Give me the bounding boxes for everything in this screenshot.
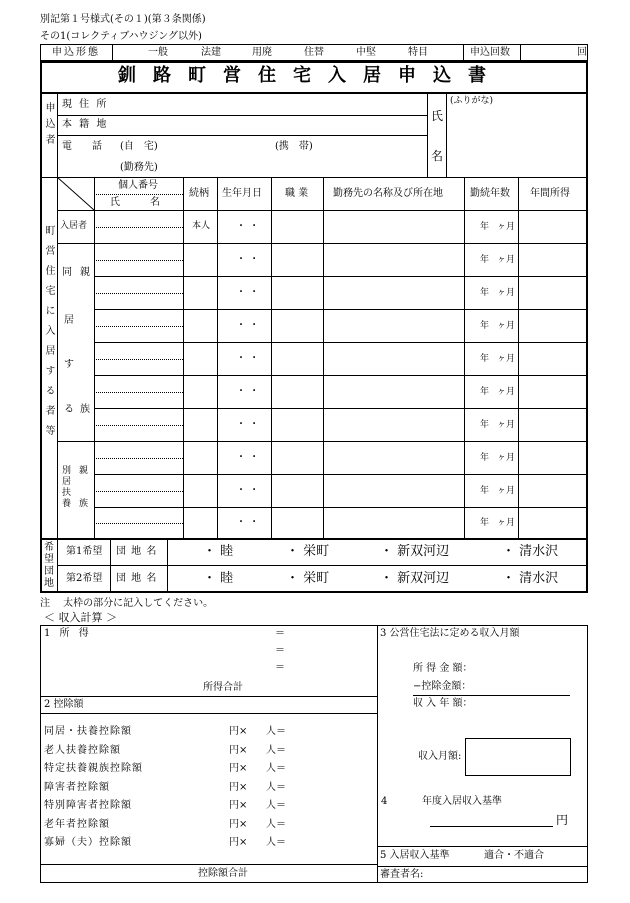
separate-char: 扶 <box>62 488 72 498</box>
phone-label: 電 話 <box>62 141 102 152</box>
wish1-option-shinsougobe[interactable]: ・ 新双河辺 <box>380 544 450 559</box>
income-total-label: 所得合計 <box>203 682 243 693</box>
section2-label: 2 控除額 <box>44 699 84 710</box>
wish1-label: 第1希望 <box>66 546 103 557</box>
phone-home-label: (自 宅) <box>120 141 158 152</box>
deduction-label: 老年者控除額 <box>44 819 110 830</box>
birth-date-dots: ・ ・ <box>236 452 260 463</box>
income-amount-label: 所 得 金 額： <box>413 663 473 674</box>
wish1-option-sakaemachi[interactable]: ・ 栄町 <box>286 544 330 559</box>
resident-name-field[interactable] <box>96 344 181 373</box>
deduction-label: 寡婦（夫）控除額 <box>44 837 132 848</box>
resident-applicant-label: 入居者 <box>60 221 88 231</box>
birth-date-dots: ・ ・ <box>236 287 260 298</box>
furigana-label: (ふりがな) <box>450 96 494 106</box>
months-unit: ヶ月 <box>497 255 516 265</box>
application-count-unit: 回 <box>577 47 587 58</box>
form-number: 別記第１号様式(その１)(第３条関係) <box>40 14 206 25</box>
resident-name-field[interactable] <box>96 212 181 241</box>
relation-header: 続柄 <box>189 188 209 199</box>
years-unit: 年 <box>480 321 490 331</box>
residents-side-label: 町営住宅に入居する者等 <box>43 225 54 445</box>
row-separator <box>94 408 588 409</box>
eq-1: ＝ <box>275 628 285 639</box>
deduction-yen-x: 円× <box>229 800 248 811</box>
eq-2: ＝ <box>275 645 285 656</box>
income-header: 年間所得 <box>530 188 570 199</box>
wish2-estate-label: 団 地 名 <box>116 573 158 584</box>
header-diagonal <box>57 177 94 210</box>
application-count-label: 申込回数 <box>470 47 510 58</box>
wish1-option-shimizusawa[interactable]: ・ 清水沢 <box>502 544 559 559</box>
separate-char: 族 <box>79 499 89 509</box>
resident-name-field[interactable] <box>96 476 181 505</box>
wish2-option-sakaemachi[interactable]: ・ 栄町 <box>286 571 330 586</box>
type-sumikae[interactable]: 住替 <box>304 47 324 58</box>
mynumber-header: 個人番号 <box>118 180 158 191</box>
row-separator <box>94 375 588 376</box>
section1-label: 1 所 得 <box>44 628 92 639</box>
applicant-side-label: 申込者 <box>43 102 54 150</box>
years-unit: 年 <box>480 518 490 528</box>
monthly-income-field[interactable] <box>465 738 571 776</box>
deduction-person-eq: 人＝ <box>266 782 286 793</box>
type-houken[interactable]: 法建 <box>201 47 221 58</box>
section4-label: 4 <box>381 796 388 807</box>
resident-name-field[interactable] <box>96 245 181 274</box>
deduction-yen-x: 円× <box>229 763 248 774</box>
wish1-estate-label: 団 地 名 <box>116 546 158 557</box>
row-separator <box>94 441 588 442</box>
months-unit: ヶ月 <box>497 321 516 331</box>
deduction-label: 特別障害者控除額 <box>44 800 132 811</box>
birth-date-dots: ・ ・ <box>236 485 260 496</box>
deduction-yen-x: 円× <box>229 726 248 737</box>
application-type-label: 申込形態 <box>52 47 100 58</box>
deduction-label: 老人扶養控除額 <box>44 745 121 756</box>
months-unit: ヶ月 <box>497 288 516 298</box>
address-label: 現 住 所 <box>62 99 109 110</box>
years-unit: 年 <box>480 222 490 232</box>
domicile-label: 本 籍 地 <box>62 119 109 130</box>
resident-name-field[interactable] <box>96 509 181 536</box>
years-unit: 年 <box>480 255 490 265</box>
note: 注 太枠の部分に記入してください。 <box>40 598 214 609</box>
monthly-income-label: 収入月額: <box>418 751 462 762</box>
months-unit: ヶ月 <box>497 453 516 463</box>
page-title: 釧路町営住宅入居申込書 <box>118 65 503 86</box>
deduction-person-eq: 人＝ <box>266 745 286 756</box>
resident-name-field[interactable] <box>96 443 181 472</box>
months-unit: ヶ月 <box>497 387 516 397</box>
deduction-yen-x: 円× <box>229 782 248 793</box>
deduction-person-eq: 人＝ <box>266 819 286 830</box>
wish2-option-shimizusawa[interactable]: ・ 清水沢 <box>502 571 559 586</box>
separate-char: 別 <box>62 466 72 476</box>
birth-date-dots: ・ ・ <box>236 221 260 232</box>
row-separator <box>94 309 588 310</box>
years-unit: 年 <box>480 387 490 397</box>
cohabit-char: 居 <box>64 315 74 326</box>
examiner-label: 審査者名: <box>380 869 424 880</box>
wish-side-label: 希望団地 <box>44 542 54 589</box>
years-unit: 年 <box>480 453 490 463</box>
wish1-option-mutsumi[interactable]: ・ 睦 <box>203 544 234 559</box>
separate-char: 養 <box>62 499 72 509</box>
deduction-yen-x: 円× <box>229 837 248 848</box>
phone-mobile-label: (携 帯) <box>275 141 313 152</box>
wish2-option-shinsougobe[interactable]: ・ 新双河辺 <box>380 571 450 586</box>
years-unit: 年 <box>480 420 490 430</box>
years-header: 勤続年数 <box>470 188 510 199</box>
birth-date-dots: ・ ・ <box>236 320 260 331</box>
deduction-label: 障害者控除額 <box>44 782 110 793</box>
job-header: 職 業 <box>285 188 309 199</box>
minus-deduction-label: −控除金額： <box>413 681 472 692</box>
deduction-yen-x: 円× <box>229 745 248 756</box>
name-header: 氏 名 <box>110 197 160 208</box>
separate-char: 親 <box>79 466 89 476</box>
birth-date-dots: ・ ・ <box>236 517 260 528</box>
cohabit-char: る <box>64 404 74 415</box>
birth-header: 生年月日 <box>222 188 262 199</box>
resident-name-field[interactable] <box>96 410 181 439</box>
deduction-person-eq: 人＝ <box>266 763 286 774</box>
type-tokumoku[interactable]: 特目 <box>408 47 428 58</box>
months-unit: ヶ月 <box>497 222 516 232</box>
name-field[interactable] <box>450 110 584 172</box>
section3-label: 3 公営住宅法に定める収入月額 <box>380 628 520 639</box>
deduction-person-eq: 人＝ <box>266 726 286 737</box>
income-calc-title: ＜ 収入計算 ＞ <box>44 611 117 624</box>
row-separator <box>94 474 588 475</box>
name-label-1: 氏 <box>431 109 444 123</box>
wish2-label: 第2希望 <box>66 573 103 584</box>
birth-date-dots: ・ ・ <box>236 254 260 265</box>
workplace-header: 勤務先の名称及び所在地 <box>333 188 443 199</box>
deduction-label: 同居・扶養控除額 <box>44 726 132 737</box>
deduction-yen-x: 円× <box>229 819 248 830</box>
row-separator <box>94 507 588 508</box>
row-separator <box>94 276 588 277</box>
deduction-person-eq: 人＝ <box>266 800 286 811</box>
months-unit: ヶ月 <box>497 486 516 496</box>
form-variant: その1(コレクティブハウジング以外) <box>40 31 202 42</box>
birth-date-dots: ・ ・ <box>236 386 260 397</box>
resident-name-field[interactable] <box>96 377 181 406</box>
resident-name-field[interactable] <box>96 278 181 307</box>
annual-income-label: 収 入 年 額： <box>413 698 473 709</box>
years-unit: 年 <box>480 354 490 364</box>
birth-date-dots: ・ ・ <box>236 353 260 364</box>
standard-label: 年度入居収入基準 <box>422 796 502 807</box>
years-unit: 年 <box>480 486 490 496</box>
domicile-field[interactable] <box>112 117 422 133</box>
eq-3: ＝ <box>275 662 285 673</box>
yen-label: 円 <box>556 813 569 827</box>
cohabit-char: 親 <box>80 267 90 278</box>
deduction-total-label: 控除額合計 <box>198 868 248 879</box>
years-unit: 年 <box>480 288 490 298</box>
phone-work-label: (勤務先) <box>120 162 158 173</box>
section5-label: 5 入居収入基準 <box>380 850 450 861</box>
name-label-2: 名 <box>431 149 444 163</box>
months-unit: ヶ月 <box>497 354 516 364</box>
fit-unfit-label[interactable]: 適合・不適合 <box>484 850 544 861</box>
separate-char: 居 <box>62 477 72 487</box>
cohabit-char: す <box>64 359 74 370</box>
type-youhai[interactable]: 用廃 <box>252 47 272 58</box>
address-field[interactable] <box>112 95 422 113</box>
months-unit: ヶ月 <box>497 518 516 528</box>
cohabit-char: 族 <box>80 404 90 415</box>
row-separator <box>94 243 588 244</box>
row-separator <box>94 342 588 343</box>
months-unit: ヶ月 <box>497 420 516 430</box>
type-chuken[interactable]: 中堅 <box>356 47 376 58</box>
cohabit-char: 同 <box>62 267 72 278</box>
relation-self: 本人 <box>192 221 211 231</box>
type-general[interactable]: 一般 <box>148 47 168 58</box>
wish2-option-mutsumi[interactable]: ・ 睦 <box>203 571 234 586</box>
deduction-label: 特定扶養親族控除額 <box>44 763 143 774</box>
deduction-person-eq: 人＝ <box>266 837 286 848</box>
birth-date-dots: ・ ・ <box>236 419 260 430</box>
resident-name-field[interactable] <box>96 311 181 340</box>
